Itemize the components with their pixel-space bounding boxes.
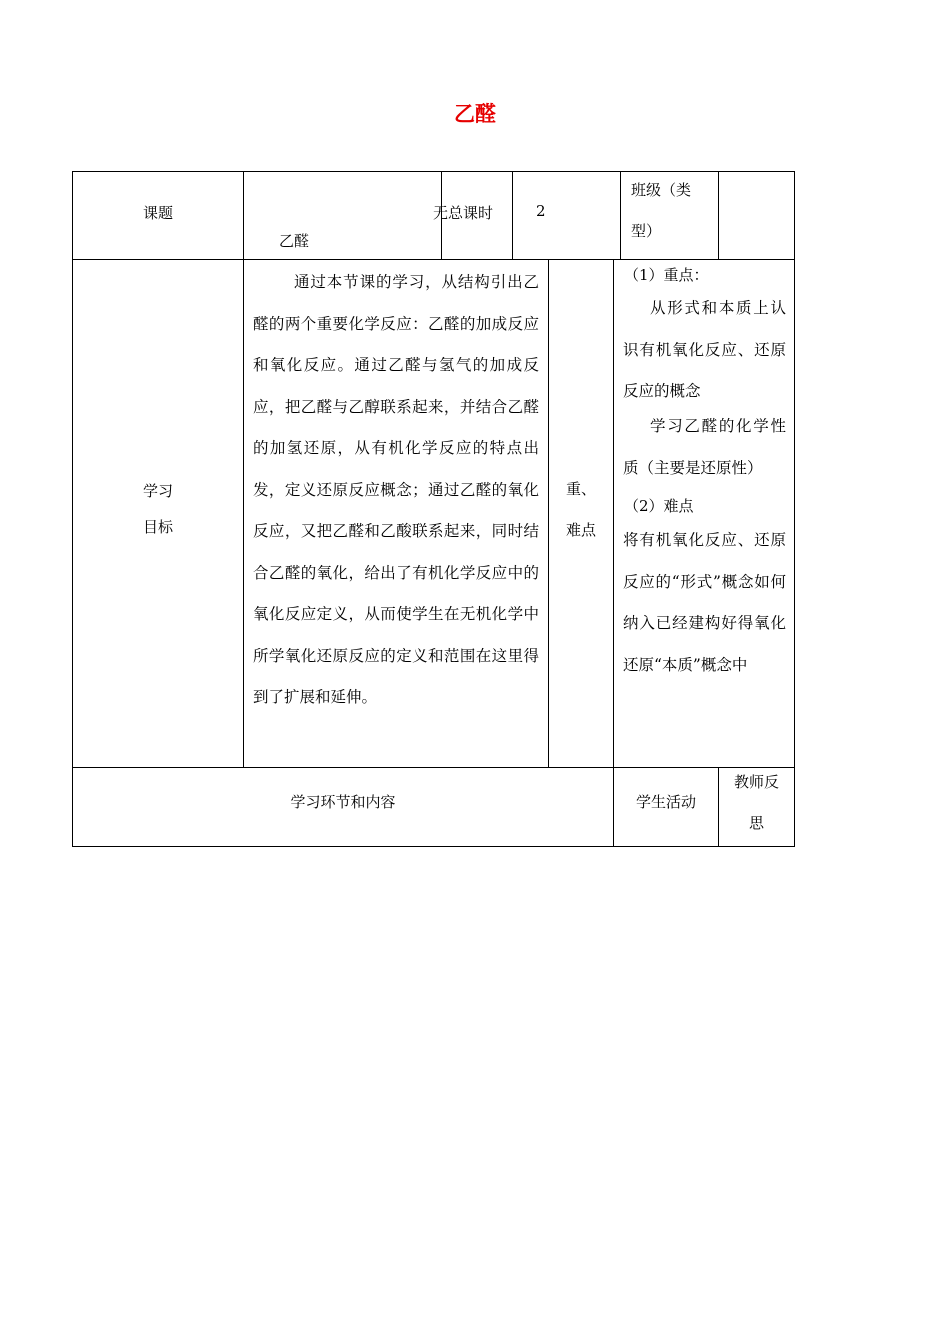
teacher-reflection-label-line1: 教师反 [733,773,779,791]
document-title: 乙醛 [454,102,496,126]
key-point-1: 从形式和本质上认识有机氧化反应、还原反应的概念 [623,299,786,400]
table-rule-row1 [72,259,795,260]
topic-value: 乙醛 [279,232,310,250]
difficulty-text: 将有机氧化反应、还原反应的“形式”概念如何纳入已经建构好得氧化还原“本质”概念中 [623,531,786,674]
key-points-heading: （1）重点： [624,266,709,284]
table-divider [613,259,614,768]
table-border-top [72,171,795,172]
teacher-reflection-label-line2: 思 [748,814,764,832]
total-hours-label: 无总课时 [433,204,494,222]
student-activity-label: 学生活动 [635,793,696,811]
table-divider [620,171,621,260]
table-divider [548,259,549,768]
table-border-left [72,171,73,847]
table-border-bottom [72,846,795,847]
difficulty-heading: （2）难点 [624,497,694,515]
key-point-2: 学习乙醛的化学性质（主要是还原性） [623,417,786,477]
table-divider [512,171,513,260]
topic-label: 课题 [142,204,173,222]
content-label: 学习环节和内容 [290,793,396,811]
key-points-label-line1: 重、 [565,480,596,498]
table-border-right [794,171,795,847]
table-divider [243,259,244,768]
total-hours-value: 2 [536,202,546,220]
class-type-label-line2: 型） [631,222,662,240]
class-type-label-line1: 班级（类 [631,181,692,199]
objectives-paragraph: 通过本节课的学习，从结构引出乙醛的两个重要化学反应：乙醛的加成反应和氧化反应。通过乙醛与氢气的加成反应，把乙醛与乙醇联系起来，并结合乙醛的加氢还原，从有机化学反应的特点出发，定义还原反应概念；通过乙醛的氧化反应，又把乙醛和乙酸联系起来，同时结合乙醛的氧化，给出了有机化学反应中的氧化反应定义，从而使学生在无机化学中所学氧化还原反应的定义和范围在这里得到了扩展和延伸。 [253,273,539,706]
objectives-label-line1: 学习 [142,482,173,500]
key-points-label-line2: 难点 [565,521,596,539]
objectives-label-line2: 目标 [142,518,173,536]
table-rule-row2 [72,767,795,768]
table-divider [243,171,244,260]
table-divider [718,171,719,260]
